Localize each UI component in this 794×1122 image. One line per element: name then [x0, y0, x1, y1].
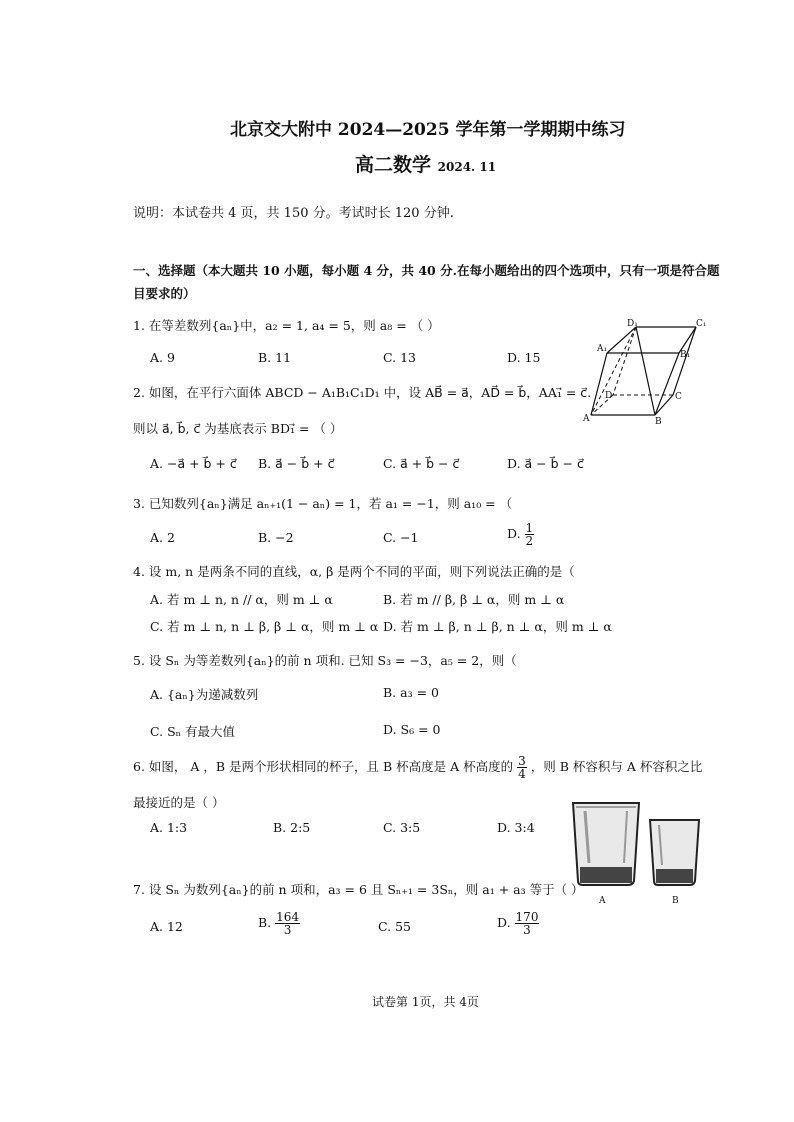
cup-a	[573, 803, 639, 885]
q7-option-b-label: B.	[258, 915, 272, 930]
q1-option-a[interactable]: A. 9	[150, 350, 175, 365]
label-b: B	[655, 417, 662, 426]
label-a1: A₁	[597, 344, 608, 354]
exam-date: 2024. 11	[437, 160, 497, 174]
q4-option-c[interactable]: C. 若 m ⊥ n, n ⊥ β, β ⊥ α，则 m ⊥ α	[150, 619, 379, 634]
q7-option-c[interactable]: C. 55	[378, 919, 411, 934]
cup-label-b: B	[672, 896, 679, 906]
q3-d-numerator: 1	[525, 521, 534, 535]
q1-option-c[interactable]: C. 13	[383, 350, 416, 365]
label-c: C	[675, 392, 682, 402]
q3-option-d-label: D.	[507, 526, 521, 541]
q5-option-a[interactable]: A. {aₙ}为递减数列	[150, 687, 259, 702]
q4-option-b[interactable]: B. 若 m // β, β ⊥ α，则 m ⊥ α	[383, 592, 565, 607]
question-6-stem-line2: 最接近的是（ ）	[133, 795, 225, 810]
section-heading-line1: 一、选择题（本大题共 10 小题，每小题 4 分，共 40 分.在每小题给出的四个选项中，只有一项是符合题	[133, 263, 720, 278]
q6-denominator: 4	[518, 767, 526, 781]
q4-option-a[interactable]: A. 若 m ⊥ n, n // α，则 m ⊥ α	[150, 592, 333, 607]
q7-option-d-fraction	[515, 911, 540, 936]
page-footer: 试卷第 1页，共 4页	[372, 995, 479, 1009]
q6-numerator: 3	[518, 754, 526, 768]
q4-option-d[interactable]: D. 若 m ⊥ β, n ⊥ β, n ⊥ α，则 m ⊥ α	[383, 619, 612, 634]
subject-name: 高二数学	[355, 154, 432, 176]
q3-option-d-fraction	[525, 522, 535, 547]
label-b1: B₁	[680, 350, 691, 360]
q1-option-b[interactable]: B. 11	[258, 350, 292, 365]
label-c1: C₁	[696, 319, 707, 329]
q1-option-d[interactable]: D. 15	[507, 350, 541, 365]
q2-option-d[interactable]: D. a⃗ − b⃗ − c⃗	[507, 456, 584, 471]
q6-fraction	[517, 755, 527, 780]
label-a: A	[583, 414, 590, 424]
question-7-stem: 7. 设 Sₙ 为数列{aₙ}的前 n 项和，a₃ = 6 且 Sₙ₊₁ = 3Sₙ，则 a₁ + a₃ 等于（ ）	[133, 882, 584, 897]
q3-option-a[interactable]: A. 2	[150, 530, 175, 545]
q7-option-a[interactable]: A. 12	[150, 919, 183, 934]
q7-option-b[interactable]	[258, 911, 300, 936]
q6-stem-part-a: 6. 如图， A ，B 是两个形状相同的杯子，且 B 杯高度是 A 杯高度的	[133, 759, 514, 774]
q6-option-d[interactable]: D. 3:4	[497, 820, 535, 835]
q6-option-c[interactable]: C. 3:5	[383, 820, 421, 835]
q5-option-b[interactable]: B. a₃ = 0	[383, 685, 439, 700]
question-5-stem: 5. 设 Sₙ 为等差数列{aₙ}的前 n 项和. 已知 S₃ = −3，a₅ = 2，则（	[133, 653, 517, 668]
q3-option-d[interactable]	[507, 522, 534, 547]
label-d: D	[605, 391, 613, 401]
question-4-stem: 4. 设 m, n 是两条不同的直线，α, β 是两个不同的平面，则下列说法正确的是（	[133, 564, 575, 579]
q7-d-numerator: 170	[515, 910, 539, 924]
q6-option-a[interactable]: A. 1:3	[150, 820, 188, 835]
q7-option-d[interactable]	[497, 911, 539, 936]
question-6-stem	[133, 755, 702, 780]
cups-figure	[563, 797, 703, 909]
q2-option-a[interactable]: A. −a⃗ + b⃗ + c⃗	[150, 456, 237, 471]
q7-b-denominator: 3	[283, 923, 292, 937]
q2-option-c[interactable]: C. a⃗ + b⃗ − c⃗	[383, 456, 460, 471]
q7-option-b-fraction	[275, 911, 300, 936]
cup-b	[650, 820, 699, 885]
instructions: 说明：本试卷共 4 页，共 150 分。考试时长 120 分钟.	[133, 206, 454, 221]
q7-b-numerator: 164	[276, 910, 300, 924]
q5-option-d[interactable]: D. S₆ = 0	[383, 722, 441, 737]
q3-option-c[interactable]: C. −1	[383, 530, 419, 545]
q7-d-denominator: 3	[523, 923, 531, 937]
q5-option-c[interactable]: C. Sₙ 有最大值	[150, 724, 236, 739]
exam-title: 北京交大附中 2024—2025 学年第一学期期中练习	[230, 120, 626, 140]
q3-option-b[interactable]: B. −2	[258, 530, 294, 545]
cup-label-a: A	[599, 896, 606, 906]
q3-d-denominator: 2	[525, 534, 534, 548]
q2-option-b[interactable]: B. a⃗ − b⃗ + c⃗	[258, 456, 335, 471]
parallelepiped-figure	[583, 318, 713, 426]
subject-title	[355, 150, 496, 177]
q6-option-b[interactable]: B. 2:5	[273, 820, 311, 835]
section-heading-line2: 目要求的）	[133, 286, 196, 301]
q7-option-d-label: D.	[497, 915, 511, 930]
question-3-stem: 3. 已知数列{aₙ}满足 aₙ₊₁(1 − aₙ) = 1，若 a₁ = −1，则 a₁₀ = （	[133, 496, 513, 511]
question-2-stem-line2: 则以 a⃗, b⃗, c⃗ 为基底表示 BD₁⃗ = （ ）	[133, 421, 343, 436]
question-1-stem: 1. 在等差数列{aₙ}中，a₂ = 1, a₄ = 5，则 a₈ = （ ）	[133, 318, 440, 333]
q6-stem-part-b: ，则 B 杯容积与 A 杯容积之比	[530, 759, 703, 774]
question-2-stem: 2. 如图，在平行六面体 ABCD − A₁B₁C₁D₁ 中，设 AB⃗ = a⃗，AD⃗ = b⃗，AA₁⃗ = c⃗.	[133, 385, 592, 400]
label-d1: D₁	[627, 319, 638, 329]
